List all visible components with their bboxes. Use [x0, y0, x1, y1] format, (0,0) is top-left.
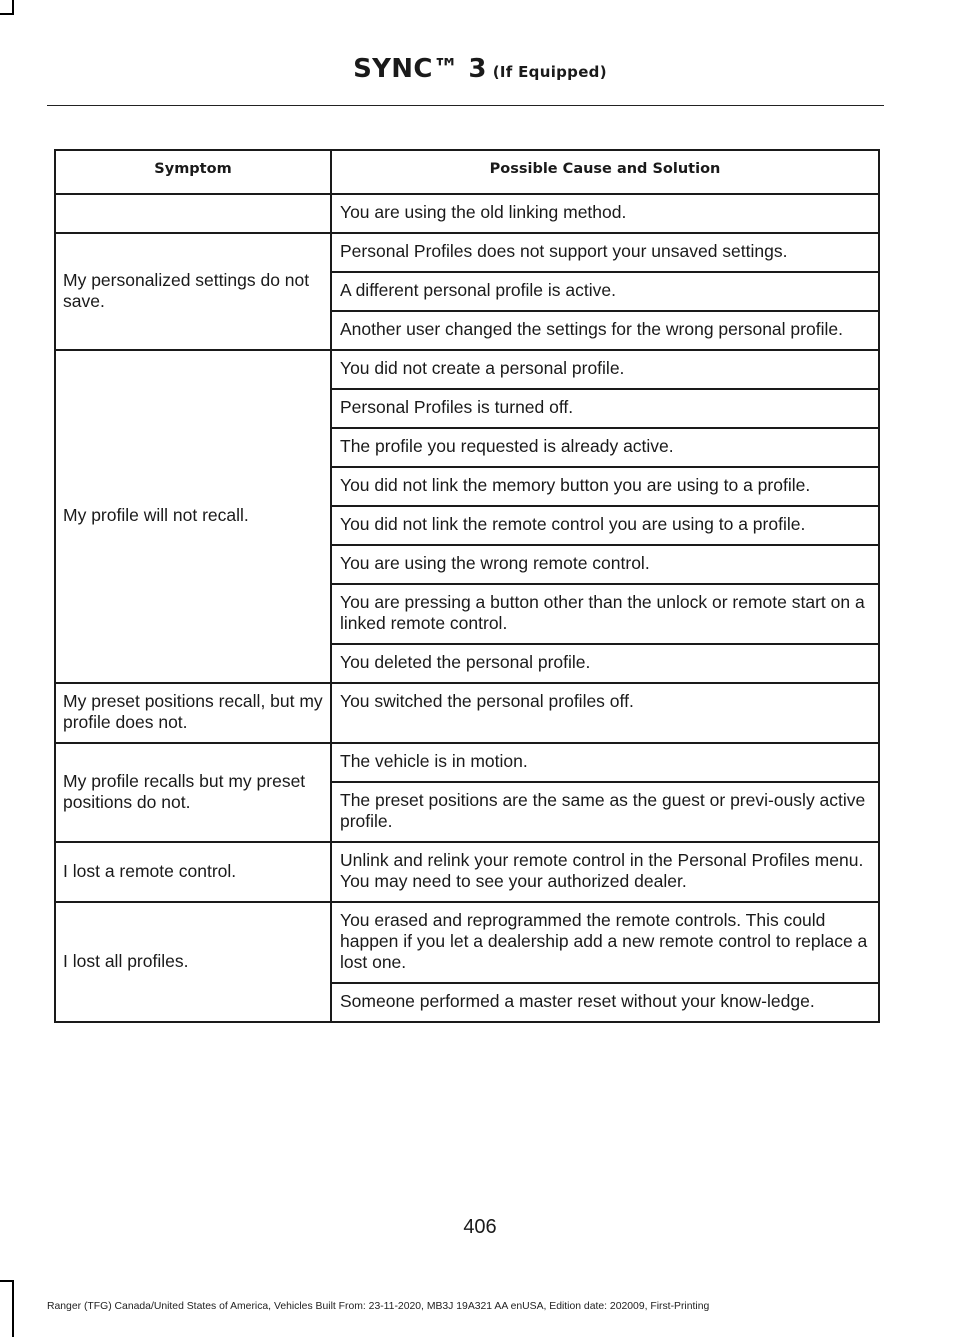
page-number: 406 [463, 1216, 497, 1238]
cause-cell: You deleted the personal profile. [331, 644, 879, 683]
footer-text: Ranger (TFG) Canada/United States of America, Vehicles Built From: 23-11-2020, MB3J 19A321 AA enUSA, Edition date: 202009, First-Printing [47, 1301, 710, 1312]
table-row [55, 194, 879, 233]
symptom-cell: My profile recalls but my preset positions do not. [55, 743, 331, 842]
symptom-cell [55, 194, 331, 233]
crop-mark [0, 1280, 14, 1282]
cause-cell: You did not create a personal profile. [331, 350, 879, 389]
table-row [55, 233, 879, 272]
symptom-cell: My personalized settings do not save. [55, 233, 331, 350]
crop-mark [0, 13, 14, 15]
column-header-cause: Possible Cause and Solution [331, 150, 879, 194]
cause-cell: You are using the old linking method. [331, 194, 879, 233]
table-row [55, 683, 879, 743]
table-row [55, 842, 879, 902]
cause-cell: You erased and reprogrammed the remote controls. This could happen if you let a dealership add a new remote control to replace a lost one. [331, 902, 879, 983]
symptom-table [54, 149, 880, 1023]
table-row [55, 902, 879, 983]
cause-cell: Unlink and relink your remote control in the Personal Profiles menu. You may need to see your authorized dealer. [331, 842, 879, 902]
symptom-cell: My profile will not recall. [55, 350, 331, 683]
table-row [55, 743, 879, 782]
table-row [55, 350, 879, 389]
header-rule [47, 105, 884, 106]
cause-cell: Another user changed the settings for the wrong personal profile. [331, 311, 879, 350]
crop-mark [12, 1280, 14, 1337]
column-header-symptom: Symptom [55, 150, 331, 194]
cause-cell: Someone performed a master reset without your know-ledge. [331, 983, 879, 1022]
cause-cell: The preset positions are the same as the guest or previ-ously active profile. [331, 782, 879, 842]
table-header-row [55, 150, 879, 194]
cause-cell: A different personal profile is active. [331, 272, 879, 311]
header-subtitle: (If Equipped) [492, 63, 607, 81]
cause-cell: You are pressing a button other than the unlock or remote start on a linked remote control. [331, 584, 879, 644]
symptom-cell: My preset positions recall, but my profile does not. [55, 683, 331, 743]
page-header-title [0, 54, 960, 84]
symptom-cell: I lost a remote control. [55, 842, 331, 902]
cause-cell: The vehicle is in motion. [331, 743, 879, 782]
cause-cell: You are using the wrong remote control. [331, 545, 879, 584]
cause-cell: Personal Profiles is turned off. [331, 389, 879, 428]
cause-cell: You did not link the remote control you are using to a profile. [331, 506, 879, 545]
cause-cell: The profile you requested is already active. [331, 428, 879, 467]
symptom-cell: I lost all profiles. [55, 902, 331, 1022]
cause-cell: You did not link the memory button you are using to a profile. [331, 467, 879, 506]
cause-cell: Personal Profiles does not support your unsaved settings. [331, 233, 879, 272]
cause-cell: You switched the personal profiles off. [331, 683, 879, 743]
crop-mark [12, 0, 14, 14]
header-title-text: SYNC™ 3 [353, 54, 487, 84]
